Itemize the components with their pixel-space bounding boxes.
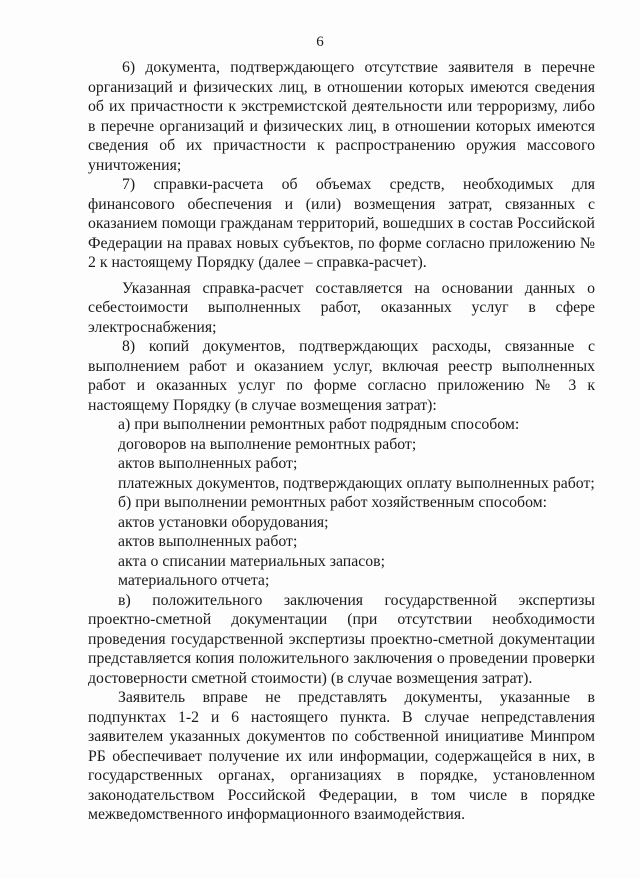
paragraph-writeoff-act: акта о списании материальных запасов; (118, 552, 386, 570)
paragraph-subitem-a: а) при выполнении ремонтных работ подрядным способом: (118, 416, 520, 433)
paragraph-subitem-v: в) положительного заключения государственной экспертизы проектно-сметной документации (при отсутствии необходимости проведения государственной экспертизы проектно-сметной документации представляется копия положительного заключения о проведении проверки достоверности сметной стоимости) (в случае возмещения затрат). (88, 591, 595, 687)
paragraph-contracts: договоров на выполнение ремонтных работ; (118, 435, 417, 453)
paragraph-subitem-b: б) при выполнении ремонтных работ хозяйственным способом: (118, 494, 548, 511)
paragraph-item-7: 7) справки-расчета об объемах средств, необходимых для финансового обеспечения и (или) возмещения затрат, связанных с оказанием помощи гражданам территорий, вошедших в состав Российской Федерации на правах новых субъектов, по форме согласно приложению № 2 к настоящему Порядку (далее – справка-расчет). (88, 176, 595, 271)
paragraph-acts-completed-b: актов выполненных работ; (118, 533, 298, 550)
paragraph-equipment-acts: актов установки оборудования; (118, 513, 329, 531)
paragraph-acts-completed-a: актов выполненных работ; (118, 455, 298, 472)
paragraph-applicant-right: Заявитель вправе не представлять документы, указанные в подпунктах 1-2 и 6 настоящего пункта. В случае непредставления заявителем указанных документов по собственной инициативе Минпром РБ обеспечивает получение их или информации, содержащейся в них, в государственных органах, организациях в порядке, установленном законодательством Российской Федерации, в том числе в порядке межведомственного информационного взаимодействия. (88, 689, 595, 823)
paragraph-material-report: материального отчета; (118, 572, 270, 589)
page-number: 6 (316, 34, 324, 50)
paragraph-item-6: 6) документа, подтверждающего отсутствие заявителя в перечне организаций и физических лиц, в отношении которых имеются сведения об их причастности к экстремистской деятельности или терроризму, либо в перечне организаций и физических лиц, в отношении которых имеются сведения об их причастности к распространению оружия массового уничтожения; (88, 59, 595, 174)
document-body (88, 58, 595, 825)
paragraph-payment-documents: платежных документов, подтверждающих оплату выполненных работ; (118, 474, 595, 492)
paragraph-item-8: 8) копий документов, подтверждающих расходы, связанные с выполнением работ и оказанием услуг, включая реестр выполненных работ и оказанных услуг по форме согласно приложению № 3 к настоящему Порядку (в случае возмещения затрат): (88, 338, 595, 414)
paragraph-calculation-note: Указанная справка-расчет составляется на основании данных о себестоимости выполненных работ, оказанных услуг в сфере электроснабжения; (88, 279, 595, 336)
